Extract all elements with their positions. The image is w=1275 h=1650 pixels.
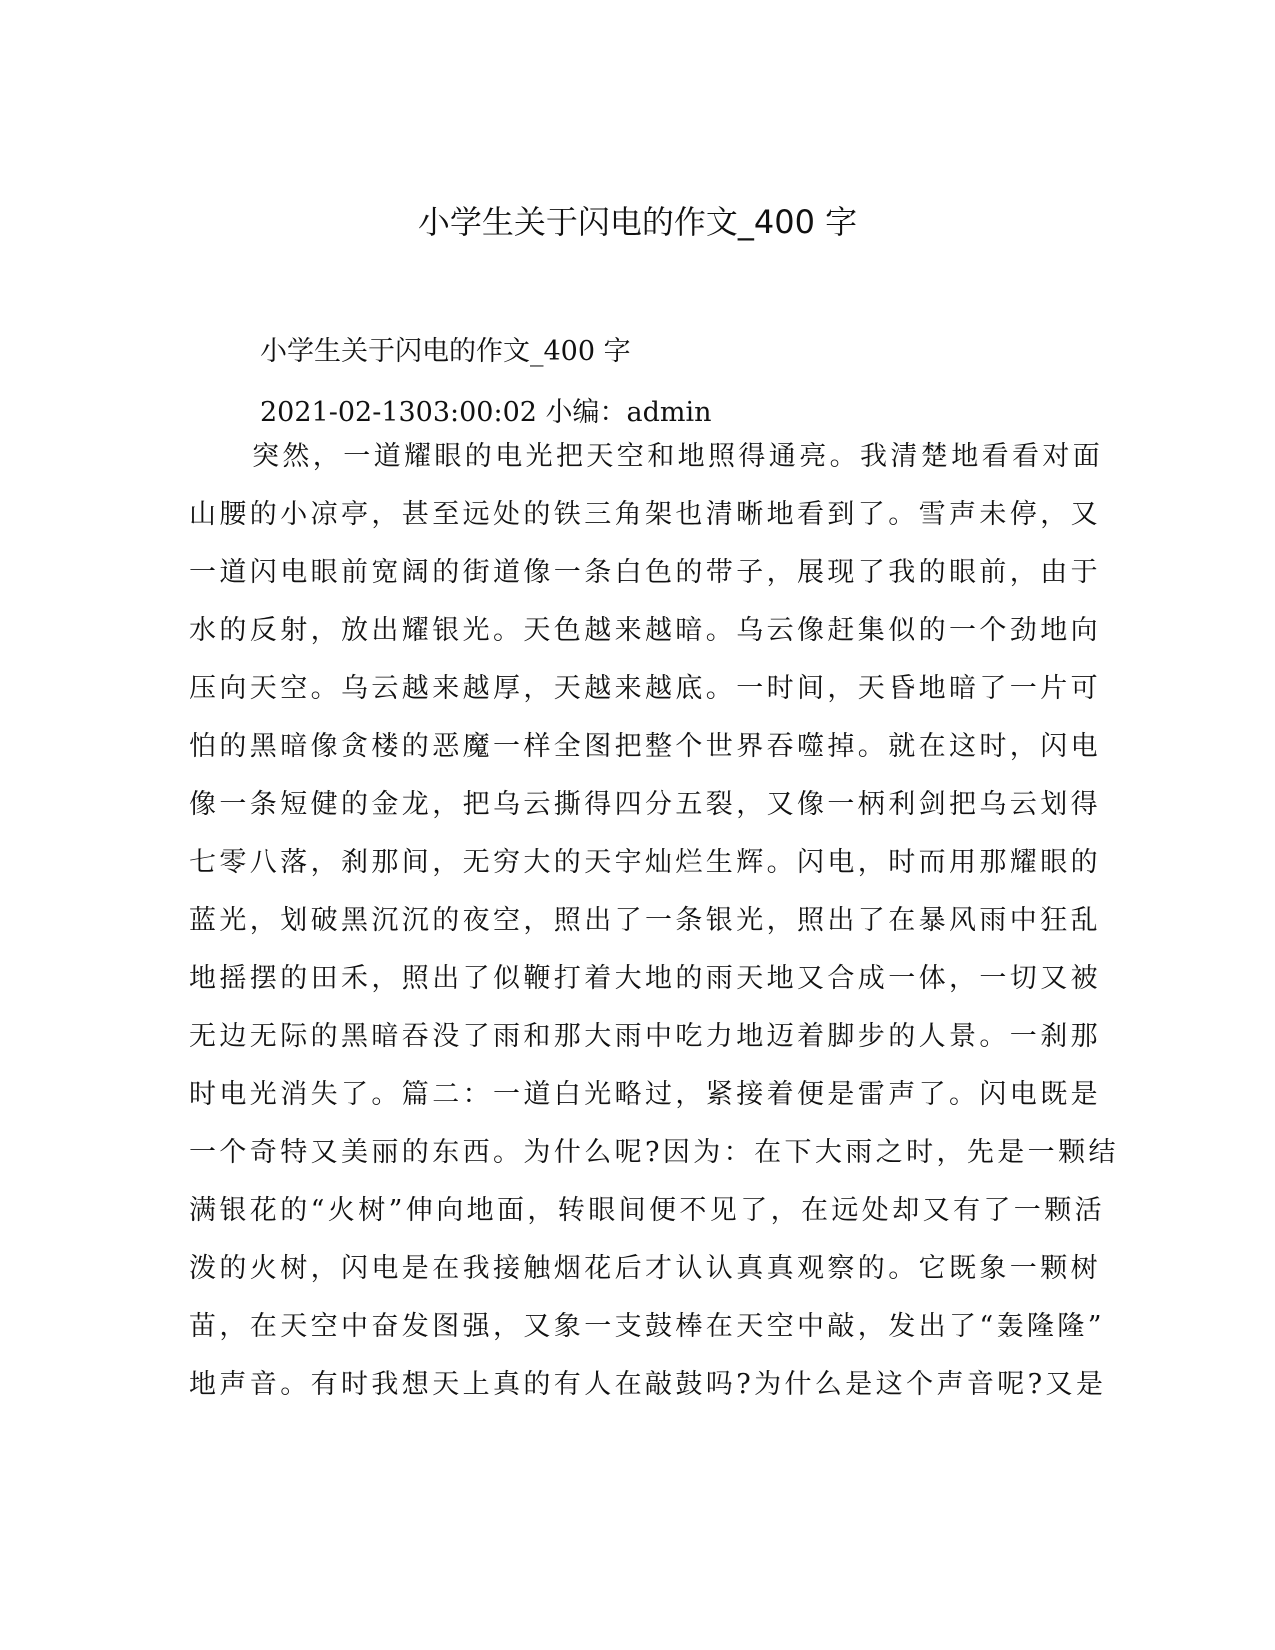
body-line: 压向天空。乌云越来越厚，天越来越底。一时间，天昏地暗了一片可 [189, 673, 1101, 704]
body-line: 水的反射，放出耀银光。天色越来越暗。乌云像赶集似的一个劲地向 [189, 615, 1101, 646]
body-line: 怕的黑暗像贪楼的恶魔一样全图把整个世界吞噬掉。就在这时，闪电 [189, 731, 1101, 762]
body-line: 蓝光，划破黑沉沉的夜空，照出了一条银光，照出了在暴风雨中狂乱 [189, 905, 1101, 936]
body-line: 七零八落，刹那间，无穷大的天宇灿烂生辉。闪电，时而用那耀眼的 [189, 847, 1101, 878]
document-title: 小学生关于闪电的作文_400 字 [417, 203, 858, 241]
document-subtitle: 小学生关于闪电的作文_400 字 [260, 336, 631, 367]
body-line: 泼的火树，闪电是在我接触烟花后才认认真真观察的。它既象一颗树 [189, 1253, 1101, 1284]
body-line: 时电光消失了。篇二：一道白光略过，紧接着便是雷声了。闪电既是 [189, 1079, 1101, 1110]
body-line: 山腰的小凉亭，甚至远处的铁三角架也清晰地看到了。雪声未停，又 [189, 499, 1101, 530]
body-line: 满银花的“火树”伸向地面，转眼间便不见了，在远处却又有了一颗活 [189, 1195, 1106, 1226]
body-line: 苗，在天空中奋发图强，又象一支鼓棒在天空中敲，发出了“轰隆隆” [189, 1311, 1106, 1342]
body-line: 一个奇特又美丽的东西。为什么呢?因为：在下大雨之时，先是一颗结 [189, 1137, 1119, 1168]
document-dateline: 2021-02-1303:00:02 小编：admin [260, 397, 712, 428]
body-line: 像一条短健的金龙，把乌云撕得四分五裂，又像一柄利剑把乌云划得 [189, 789, 1101, 820]
body-line: 无边无际的黑暗吞没了雨和那大雨中吃力地迈着脚步的人景。一刹那 [189, 1021, 1101, 1052]
body-line: 地摇摆的田禾，照出了似鞭打着大地的雨天地又合成一体，一切又被 [189, 963, 1101, 994]
body-line: 一道闪电眼前宽阔的街道像一条白色的带子，展现了我的眼前，由于 [189, 557, 1101, 588]
body-line: 地声音。有时我想天上真的有人在敲鼓吗?为什么是这个声音呢?又是 [189, 1369, 1107, 1400]
body-line: 突然，一道耀眼的电光把天空和地照得通亮。我清楚地看看对面 [252, 441, 1104, 472]
